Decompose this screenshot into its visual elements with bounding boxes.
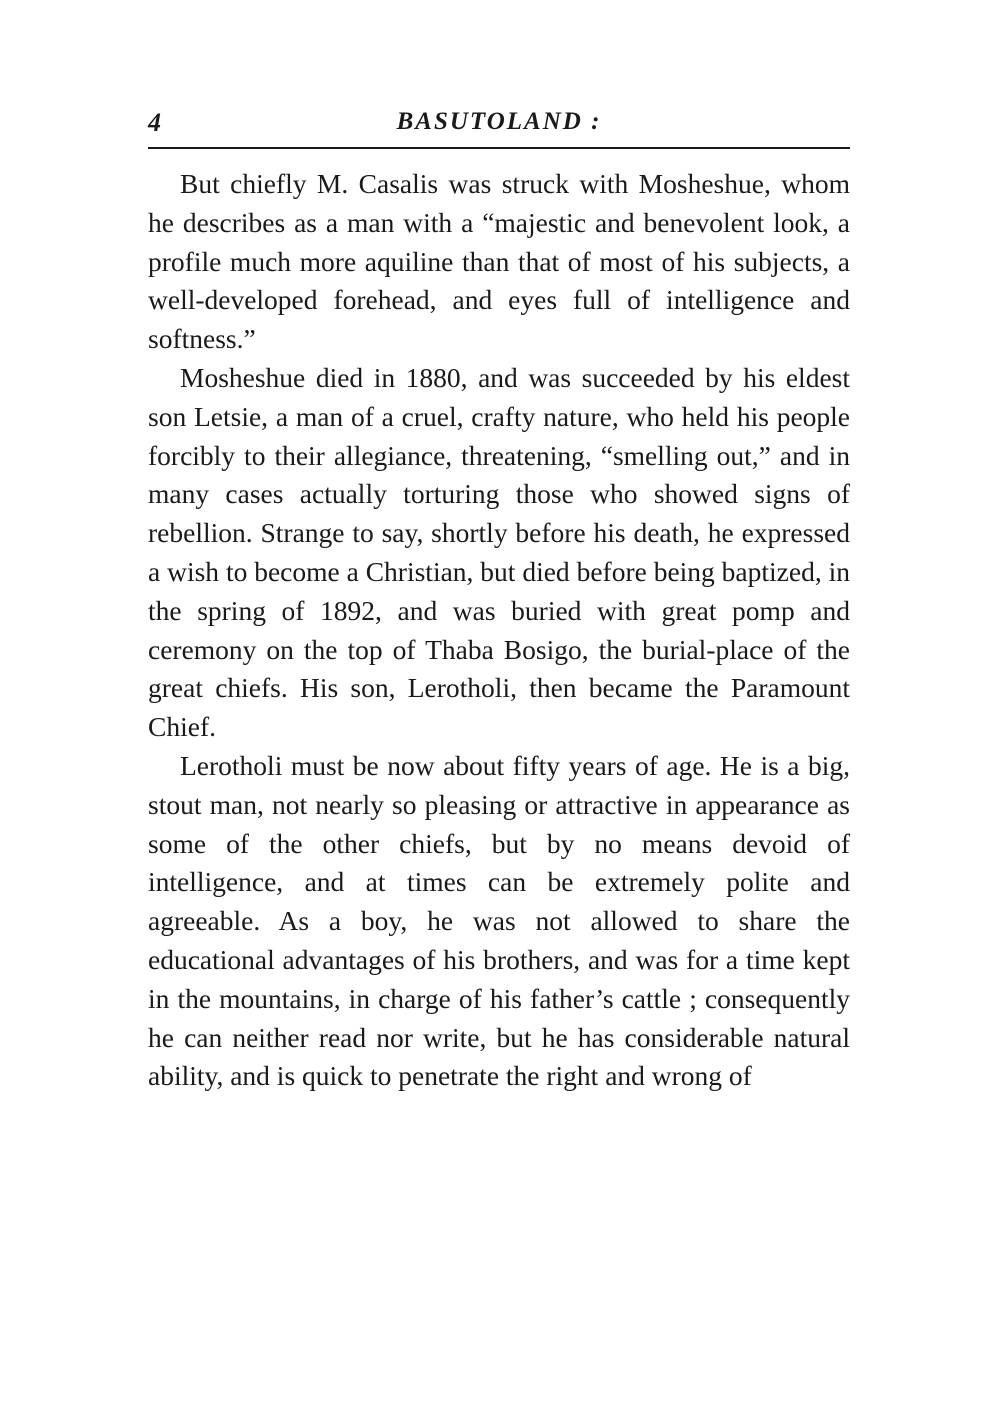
page-number: 4 [148, 108, 161, 137]
paragraph-lerotholi: Lerotholi must be now about fifty years of age. He is a big, stout man, not nearly so pleasing or attractive in appearance as some of the other chiefs, but by no means devoid of intelligence, and at times can be extremely polite and agreeable. As a boy, he was not allowed to share the educational advantages of his brothers, and was for a time kept in the mountains, in charge of his father’s cattle ; consequently he can neither read nor write, but he has considerable natural ability, and is quick to penetrate the right and wrong of [148, 749, 850, 1092]
header-rule [148, 147, 850, 149]
body-text [148, 165, 850, 1096]
running-head [148, 100, 850, 144]
paragraph-casalis: But chiefly M. Casalis was struck with Mosheshue, whom he describes as a man with a “majestic and benevolent look, a profile much more aquiline than that of most of his subjects, a well-developed forehead, and eyes full of intelligence and softness.” [148, 168, 850, 355]
running-title: BASUTOLAND : [396, 108, 602, 135]
paragraph-mosheshue-death: Mosheshue died in 1880, and was succeeded by his eldest son Letsie, a man of a cruel, crafty nature, who held his people forcibly to their allegiance, threatening, “smelling out,” and in many cases actually torturing those who showed signs of rebellion. Strange to say, shortly before his death, he expressed a wish to become a Christian, but died before being baptized, in the spring of 1892, and was buried with great pomp and ceremony on the top of Thaba Bosigo, the burial-place of the great chiefs. His son, Lerotholi, then became the Paramount Chief. [148, 361, 850, 743]
book-page [148, 100, 850, 1096]
